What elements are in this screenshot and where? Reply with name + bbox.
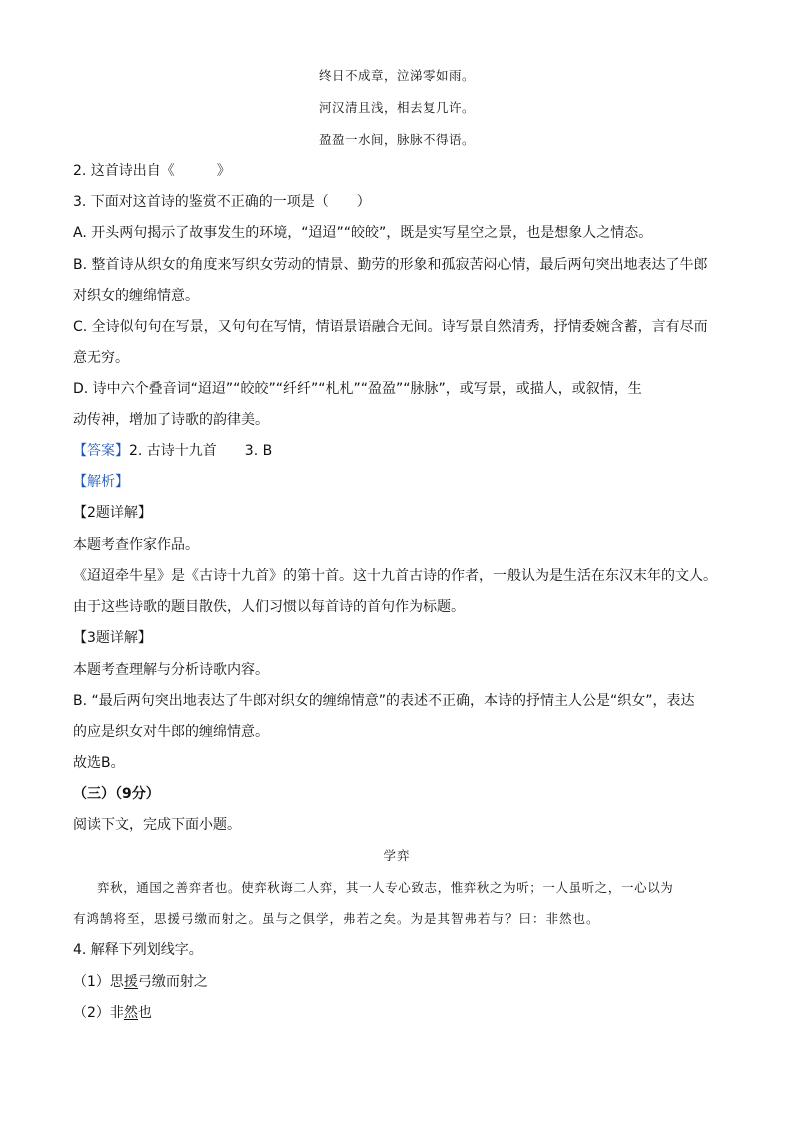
item-1-underlined-char: 援 <box>123 974 138 990</box>
answer-text: 2. 古诗十九首 3. B <box>129 443 273 459</box>
analysis-tag: 【解析】 <box>73 474 129 490</box>
option-d-line-2: 动传神，增加了诗歌的韵律美。 <box>73 412 269 428</box>
poem-line-3: 盈盈一水间，脉脉不得语。 <box>318 132 475 147</box>
detail-3-p3: 的应是织女对牛郎的缠绵情意。 <box>73 724 269 740</box>
detail-2-p1: 本题考查作家作品。 <box>73 537 199 553</box>
item-1-suffix: 弓缴而射之 <box>137 974 208 990</box>
passage-title: 学弈 <box>383 848 411 863</box>
option-b-line-2: 对织女的缠绵情意。 <box>73 288 199 304</box>
option-b-line-1: B. 整首诗从织女的角度来写织女劳动的情景、勤劳的形象和孤寂苦闷心情，最后两句突出地表达了牛郎 <box>73 257 708 273</box>
detail-3-heading: 【3题详解】 <box>73 630 152 646</box>
detail-3-p4: 故选B。 <box>73 755 125 771</box>
item-2-prefix: （2）非 <box>73 1005 124 1021</box>
question-4-item-1 <box>73 972 733 992</box>
section-3-instruction: 阅读下文，完成下面小题。 <box>73 817 241 833</box>
detail-2-heading: 【2题详解】 <box>73 505 152 521</box>
option-a: A. 开头两句揭示了故事发生的环境，“迢迢”“皎皎”，既是实写星空之景，也是想象人之情态。 <box>73 225 653 241</box>
option-c-line-1: C. 全诗似句句在写景，又句句在写情，情语景语融合无间。诗写景自然清秀，抒情委婉含蓄，言有尽而 <box>73 319 708 335</box>
passage-line-1: 弈秋，通国之善弈者也。使弈秋诲二人弈，其一人专心致志，惟弈秋之为听；一人虽听之，一心以为 <box>97 880 674 895</box>
question-4-stem: 4. 解释下列划线字。 <box>73 942 203 958</box>
passage-line-2: 有鸿鹄将至，思援弓缴而射之。虽与之俱学，弗若之矣。为是其智弗若与？曰：非然也。 <box>73 911 600 926</box>
item-2-suffix: 也 <box>137 1005 152 1021</box>
detail-3-p1: 本题考查理解与分析诗歌内容。 <box>73 662 269 678</box>
answer-line <box>73 441 733 461</box>
detail-3-p2: B. “最后两句突出地表达了牛郎对织女的缠绵情意”的表述不正确，本诗的抒情主人公是“织女”，表达 <box>73 693 695 709</box>
item-2-underlined-char: 然 <box>123 1005 138 1021</box>
item-1-prefix: （1）思 <box>73 974 124 990</box>
option-d-line-1: D. 诗中六个叠音词“迢迢”“皎皎”“纤纤”“札札”“盈盈”“脉脉”，或写景，或描人，或叙情，生 <box>73 381 642 397</box>
question-2: 2. 这首诗出自《 》 <box>73 163 231 179</box>
detail-2-p3: 由于这些诗歌的题目散佚，人们习惯以每首诗的首句作为标题。 <box>73 599 465 615</box>
answer-tag: 【答案】 <box>73 443 129 459</box>
detail-2-p2: 《迢迢牵牛星》是《古诗十九首》的第十首。这十九首古诗的作者，一般认为是生活在东汉末年的文人。 <box>73 568 717 584</box>
question-4-item-2 <box>73 1003 733 1023</box>
poem-line-2: 河汉清且浅，相去复几许。 <box>318 100 475 115</box>
section-3-heading: （三）（9分） <box>73 786 160 802</box>
question-3-stem: 3. 下面对这首诗的鉴赏不正确的一项是（ ） <box>73 194 371 210</box>
option-c-line-2: 意无穷。 <box>73 350 129 366</box>
poem-line-1: 终日不成章，泣涕零如雨。 <box>318 68 475 83</box>
